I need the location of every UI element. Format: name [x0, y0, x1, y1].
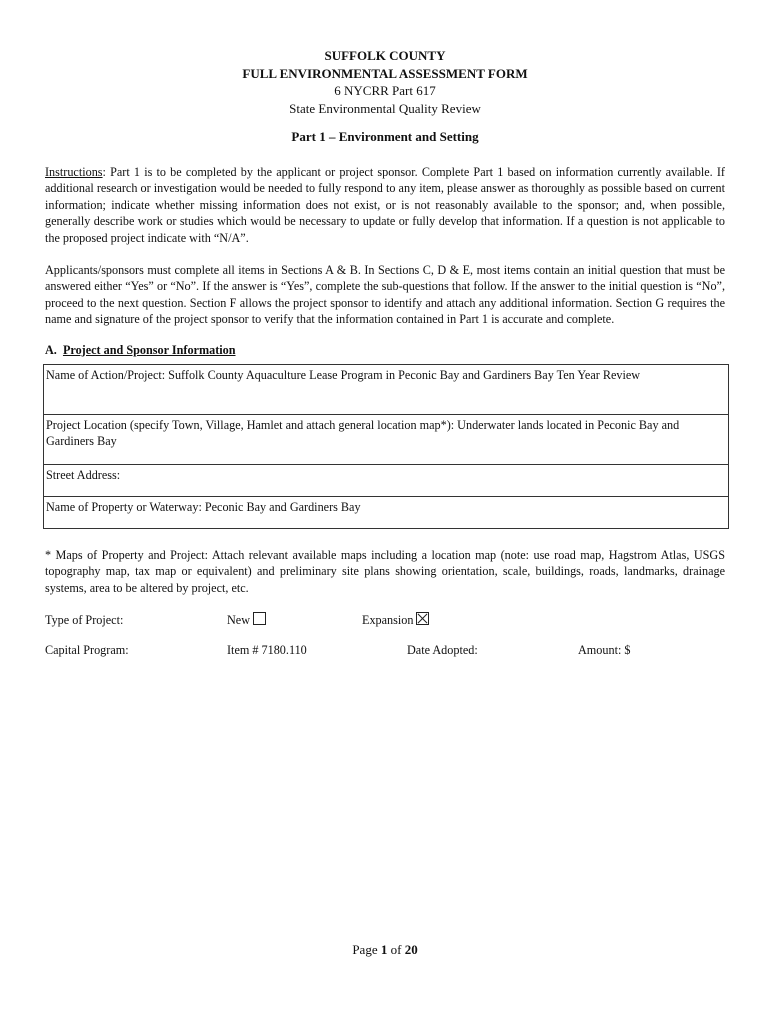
instructions-paragraph: [45, 164, 725, 247]
applicants-paragraph: Applicants/sponsors must complete all items in Sections A & B. In Sections C, D & E, most items contain an initial question that must be answered either “Yes” or “No”. If the answer is “Yes”, complete the sub-questions that follow. If the answer to the initial question is “No”, proceed to the next question. Section F allows the project sponsor to identify and attach any additional information. Section G requires the name and signature of the project sponsor to verify that the information contained in Part 1 is accurate and complete.: [45, 262, 725, 327]
section-a-prefix: A.: [45, 342, 57, 357]
amount-label: Amount: $: [578, 643, 631, 658]
form-title: FULL ENVIRONMENTAL ASSESSMENT FORM: [242, 65, 528, 81]
review-title: State Environmental Quality Review: [289, 100, 481, 116]
date-adopted-label: Date Adopted:: [407, 643, 478, 658]
project-name-field[interactable]: Name of Action/Project: Suffolk County Aquaculture Lease Program in Peconic Bay and Gardiners Bay Ten Year Review: [44, 365, 728, 415]
expansion-label: Expansion: [362, 613, 414, 628]
form-page: [45, 47, 725, 662]
page-word: Page: [352, 942, 378, 957]
part-title: Part 1 – Environment and Setting: [291, 129, 479, 144]
page-number: 1: [380, 942, 388, 957]
regulation-ref: 6 NYCRR Part 617: [334, 83, 436, 98]
page-footer: [0, 942, 770, 959]
property-waterway-field[interactable]: Name of Property or Waterway: Peconic Bay and Gardiners Bay: [46, 499, 361, 514]
new-option: [227, 612, 266, 629]
page-total: 20: [404, 942, 418, 957]
maps-note: * Maps of Property and Project: Attach relevant available maps including a location map (note: use road map, Hagstrom Atlas, USGS topography map, tax map or equivalent) and preliminary site plans showing orientation, scale, buildings, roads, landmarks, drainage systems, area to be altered by project, etc.: [45, 547, 725, 595]
of-word: of: [390, 942, 402, 957]
new-label: New: [227, 613, 251, 628]
expansion-option: [362, 612, 429, 629]
project-info-table: [43, 364, 729, 529]
type-of-project-row: [45, 612, 725, 632]
expansion-checkbox[interactable]: [416, 612, 429, 625]
street-address-field[interactable]: Street Address:: [44, 465, 728, 497]
capital-program-row: [45, 642, 725, 662]
instructions-label: Instructions: [45, 164, 103, 179]
capital-program-label: Capital Program:: [45, 643, 129, 658]
type-of-project-label: Type of Project:: [45, 613, 124, 628]
county-title: SUFFOLK COUNTY: [324, 48, 446, 63]
section-a-heading: [45, 342, 725, 359]
capital-item-number: Item # 7180.110: [227, 643, 307, 658]
section-a-title: Project and Sponsor Information: [62, 342, 236, 357]
project-location-field[interactable]: Project Location (specify Town, Village, Hamlet and attach general location map*): Underwater lands located in Peconic Bay and Gardiners Bay: [44, 415, 728, 465]
new-checkbox[interactable]: [253, 612, 266, 625]
instructions-text: : Part 1 is to be completed by the applicant or project sponsor. Complete Part 1 based on information currently available. If additional research or investigation would be needed to fully respond to any item, please answer as thoroughly as possible based on current information; indicate whether missing information does not exist, or is not reasonably available to the sponsor; and, when possible, generally describe work or studies which would be necessary to update or fully develop that information. If a question is not applicable to the proposed project indicate with “N/A”.: [45, 164, 725, 245]
